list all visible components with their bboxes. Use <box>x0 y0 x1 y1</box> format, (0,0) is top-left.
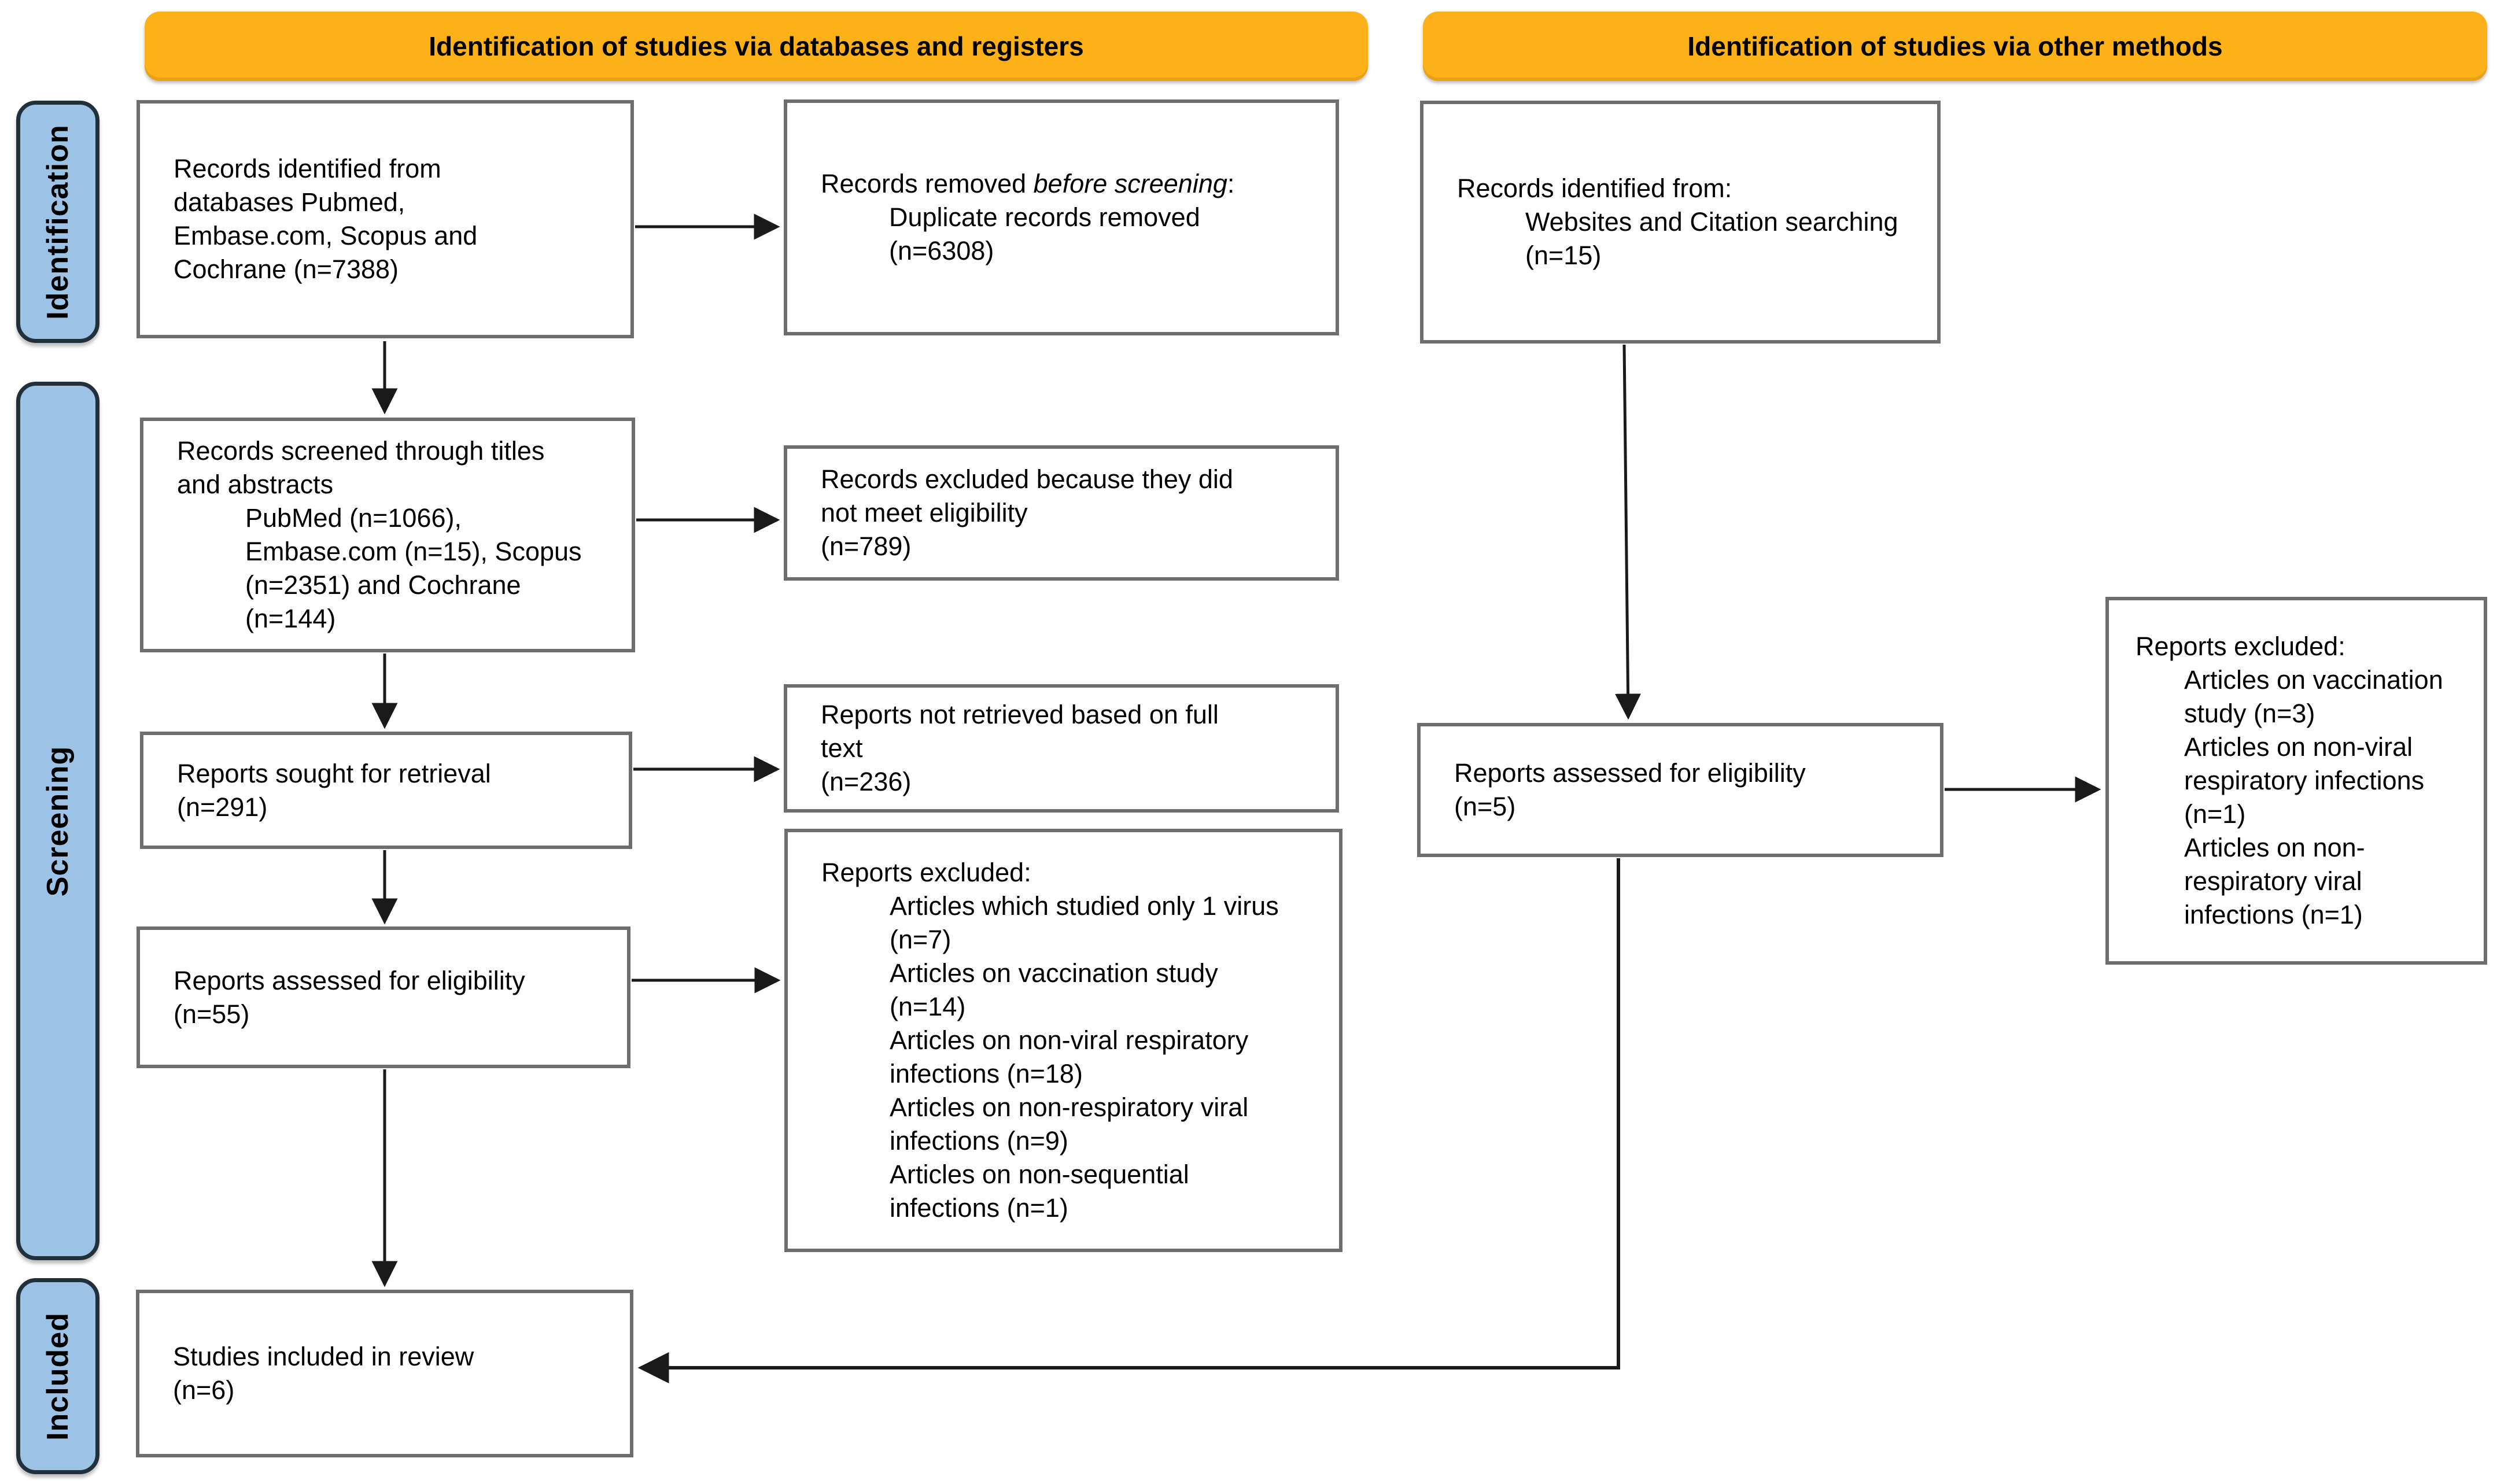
box-reports-not-retrieved <box>784 684 1339 813</box>
box-text-line: Cochrane (n=7388) <box>174 254 399 284</box>
box-text-line: Articles on non-viral respiratory <box>890 1025 1249 1055</box>
box-text-line: (n=2351) and Cochrane <box>245 570 521 600</box>
box-text-line: text <box>821 733 863 763</box>
box-text-line: (n=291) <box>177 792 268 822</box>
banner-other-methods <box>1423 12 2487 81</box>
box-reports-excluded-right <box>2105 597 2487 965</box>
stage-identification-label: Identification <box>41 124 75 320</box>
box-text-line: Articles on non-respiratory viral <box>890 1092 1249 1122</box>
box-text-line: not meet eligibility <box>821 498 1028 527</box>
box-text-line: Reports excluded: <box>2136 632 2345 661</box>
box-studies-included <box>136 1290 633 1457</box>
box-text-line: Reports not retrieved based on full <box>821 700 1219 729</box>
box-text-line: study (n=3) <box>2184 699 2315 728</box>
banner-databases-registers <box>145 12 1368 81</box>
box-text-line: Duplicate records removed <box>889 202 1200 232</box>
box-text-line: infections (n=18) <box>890 1059 1083 1088</box>
stage-identification <box>16 101 99 343</box>
box-text-line: Articles on non- <box>2184 833 2365 862</box>
box-text-line: Articles which studied only 1 virus <box>890 891 1279 921</box>
box-text-line: (n=789) <box>821 531 912 561</box>
stage-screening <box>16 382 99 1260</box>
box-text-line: Studies included in review <box>173 1342 474 1371</box>
box-text-line: respiratory infections <box>2184 766 2425 795</box>
box-text-segment: Records removed <box>821 169 1034 198</box>
arrow-otheridentified-to-assessed <box>1624 345 1628 717</box>
box-records-excluded-eligibility <box>784 445 1339 581</box>
box-records-identified-databases <box>137 100 634 338</box>
box-text-segment-italic: before screening <box>1033 169 1227 198</box>
box-text-line: Reports assessed for eligibility <box>1454 758 1806 788</box>
box-text-line: Articles on non-viral <box>2184 732 2413 762</box>
box-reports-sought <box>140 732 632 849</box>
box-reports-assessed-55 <box>137 926 630 1068</box>
box-text-line: (n=7) <box>890 925 951 954</box>
box-text-line: (n=15) <box>1525 241 1602 270</box>
box-text-line: databases Pubmed, <box>174 187 405 217</box>
box-reports-assessed-5 <box>1417 723 1943 857</box>
box-text-line: Articles on vaccination <box>2184 665 2443 695</box>
box-text-line: Records screened through titles <box>177 436 545 466</box>
box-text-line: infections (n=9) <box>890 1126 1068 1156</box>
box-records-removed-before-screening <box>784 99 1339 335</box>
box-text-segment: : <box>1227 169 1235 198</box>
box-reports-excluded-left <box>784 829 1343 1252</box>
box-text-line: Reports assessed for eligibility <box>174 965 525 995</box>
stage-included <box>16 1278 99 1474</box>
box-text-line: (n=55) <box>174 999 250 1029</box>
banner-databases-registers-label: Identification of studies via databases and registers <box>429 31 1084 61</box>
box-text-line: infections (n=1) <box>2184 900 2363 929</box>
box-text-line: (n=144) <box>245 604 336 633</box>
box-text-line: (n=6) <box>173 1375 235 1405</box>
box-text-line: Reports sought for retrieval <box>177 758 491 788</box>
box-text-line: respiratory viral <box>2184 866 2362 896</box>
box-text-line: Articles on vaccination study <box>890 958 1218 988</box>
box-text-line: Articles on non-sequential <box>890 1160 1189 1189</box>
box-text-line: Websites and Citation searching <box>1525 207 1898 237</box>
stage-included-label: Included <box>41 1312 75 1441</box>
box-text-line: Records identified from: <box>1457 173 1732 203</box>
box-records-identified-other <box>1420 101 1941 344</box>
box-text-line: Records identified from <box>174 154 441 183</box>
box-text-line <box>821 167 1330 201</box>
box-text-line: Reports excluded: <box>821 858 1031 887</box>
stage-screening-label: Screening <box>41 745 75 896</box>
box-text-line: Embase.com (n=15), Scopus <box>245 537 582 566</box>
box-text-line: (n=5) <box>1454 792 1516 821</box>
box-text-line: Embase.com, Scopus and <box>174 221 478 250</box>
box-text-line: (n=236) <box>821 767 912 796</box>
box-text-line: (n=14) <box>890 992 966 1021</box>
banner-other-methods-label: Identification of studies via other methods <box>1687 31 2223 61</box>
box-text-line: infections (n=1) <box>890 1193 1068 1223</box>
box-text-line: and abstracts <box>177 470 334 499</box>
box-text-line: Records excluded because they did <box>821 464 1233 494</box>
box-text-line: (n=6308) <box>889 236 994 265</box>
box-text-line: (n=1) <box>2184 799 2246 829</box>
box-records-screened <box>140 418 635 652</box>
box-text-line: PubMed (n=1066), <box>245 503 462 533</box>
